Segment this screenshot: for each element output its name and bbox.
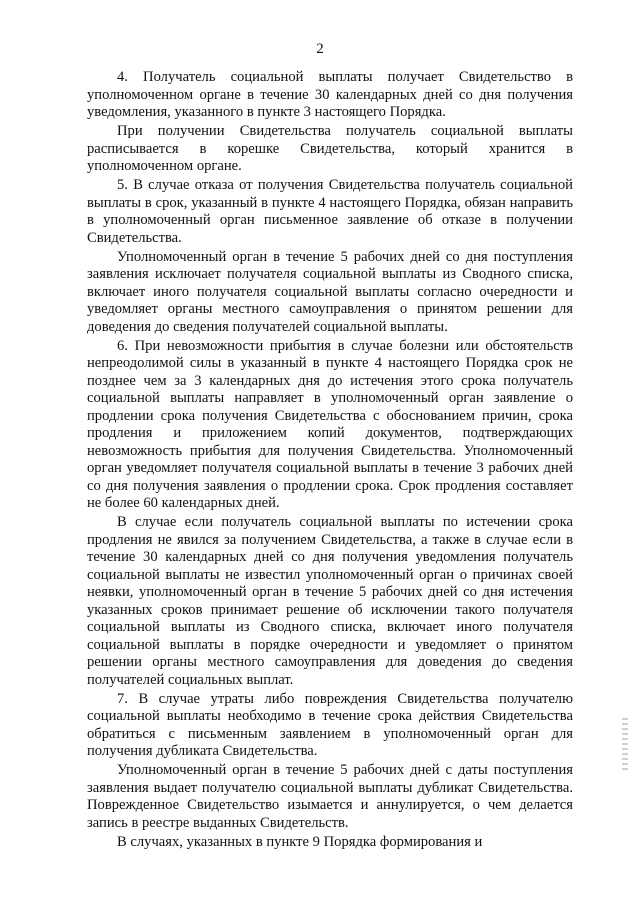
document-body <box>87 69 573 853</box>
page-number: 2 <box>316 41 324 57</box>
scan-margin-mark <box>622 718 628 770</box>
paragraph-4: 4. Получатель социальной выплаты получает Свидетельство в уполномоченном органе в течение 30 календарных дней со дня получения уведомления, указанного в пункте 3 настоящего Порядка. <box>87 69 573 120</box>
paragraph-4-signature: При получении Свидетельства получатель социальной выплаты расписывается в корешке Свидетельства, который хранится в уполномоченном органе. <box>87 123 573 174</box>
paragraph-6-exclusion: В случае если получатель социальной выплаты по истечении срока продления не явился за получением Свидетельства, а также в случае если в течение 30 календарных дней со дня получения уведомления получатель социальной выплаты не известил уполномоченный орган о причинах своей неявки, уполномоченный орган в течение 5 рабочих дней со дня истечения указанных сроков принимает решение об исключении такого получателя социальной выплаты из Сводного списка, включает иного получателя социальной выплаты в порядке очередности и уведомляет о принятом решении органы местного самоуправления для доведения до сведения получателей социальных выплат. <box>87 514 573 688</box>
paragraph-5: 5. В случае отказа от получения Свидетельства получатель социальной выплаты в срок, указанный в пункте 4 настоящего Порядка, обязан направить в уполномоченный орган письменное заявление об отказе в получении Свидетельства. <box>87 177 573 246</box>
paragraph-7-duplicate: Уполномоченный орган в течение 5 рабочих дней с даты поступления заявления выдает получателю социальной выплаты дубликат Свидетельства. Поврежденное Свидетельство изымается и аннулируется, о чем делается запись в реестре выданных Свидетельств. <box>87 762 573 831</box>
paragraph-continuation: В случаях, указанных в пункте 9 Порядка формирования и <box>117 833 483 850</box>
paragraph-7: 7. В случае утраты либо повреждения Свидетельства получателю социальной выплаты необходимо в течение срока действия Свидетельства обратиться с письменным заявлением в уполномоченный орган для получения дубликата Свидетельства. <box>87 690 573 759</box>
paragraph-6: 6. При невозможности прибытия в случае болезни или обстоятельств непреодолимой силы в указанный в пункте 4 настоящего Порядка срок не позднее чем за 3 календарных дня до истечения этого срока получатель социальной выплаты направляет в уполномоченный орган заявление о продлении срока получения Свидетельства с обоснованием причин, срока продления и приложением копий документов, подтверждающих невозможность прибытия для получения Свидетельства. Уполномоченный орган уведомляет получателя социальной выплаты в течение 3 рабочих дней со дня получения заявления о продлении срока. Срок продления составляет не более 60 календарных дней. <box>87 337 573 511</box>
paragraph-5-decision: Уполномоченный орган в течение 5 рабочих дней со дня поступления заявления исключает получателя социальной выплаты из Сводного списка, включает иного получателя социальной выплаты согласно очередности и уведомляет органы местного самоуправления о принятом решении для доведения до сведения получателей социальной выплаты. <box>87 248 573 335</box>
